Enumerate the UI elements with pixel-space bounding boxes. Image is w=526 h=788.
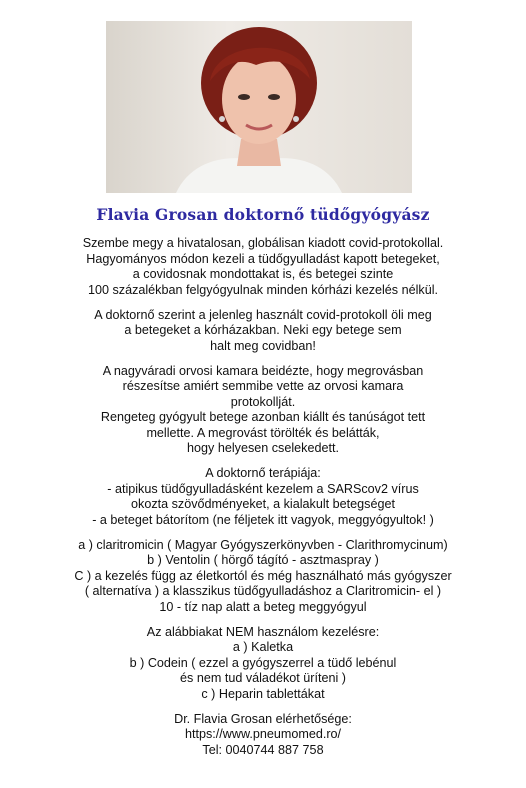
- text-line: A nagyváradi orvosi kamara beidézte, hogy megrovásban: [102, 363, 424, 378]
- text-line: és nem tud váladékot üríteni ): [180, 671, 346, 685]
- paragraph: [0, 308, 526, 355]
- text-line: A doktornő terápiája:: [205, 466, 321, 480]
- text-line: protokollját.: [230, 394, 296, 409]
- text-line: - atipikus tüdőgyulladásként kezelem a SARScov2 vírus: [107, 481, 419, 496]
- paragraph: [0, 466, 526, 528]
- text-line: - a beteget bátorítom (ne féljetek itt vagyok, meggyógyultok! ): [92, 512, 434, 527]
- portrait-illustration: [106, 21, 412, 193]
- text-line: Az alábbiakat NEM használom kezelésre:: [146, 624, 380, 639]
- text-line: okozta szövődményeket, a kialakult betegséget: [131, 497, 395, 511]
- text-line: Dr. Flavia Grosan elérhetősége:: [174, 711, 352, 726]
- text-line: C ) a kezelés függ az életkortól és még használható más gyógyszer: [74, 568, 452, 583]
- paragraph: [0, 625, 526, 703]
- text-line: c ) Heparin tablettákat: [201, 686, 325, 701]
- text-line: A doktornő szerint a jelenleg használt covid-protokoll öli meg: [94, 307, 432, 322]
- text-line: Hagyományos módon kezeli a tüdőgyulladást kapott betegeket,: [86, 251, 440, 266]
- text-line: https://www.pneumomed.ro/: [184, 727, 342, 741]
- text-line: halt meg covidban!: [210, 338, 316, 353]
- doctor-portrait-photo: [106, 21, 412, 193]
- text-line: b ) Codein ( ezzel a gyógyszerrel a tüdő lebénul: [129, 655, 397, 670]
- text-line: a betegeket a kórházakban. Neki egy betege sem: [124, 323, 402, 337]
- text-line: a covidosnak mondottakat is, és betegei szinte: [132, 267, 394, 281]
- article-body: [0, 236, 526, 768]
- paragraph: [0, 236, 526, 298]
- paragraph: [0, 364, 526, 457]
- text-line: 10 - tíz nap alatt a beteg meggyógyul: [159, 599, 367, 614]
- text-line: b ) Ventolin ( hörgő tágító - asztmaspray ): [147, 553, 379, 567]
- text-line: részesítse amiért semmibe vette az orvosi kamara: [122, 379, 404, 393]
- text-line: a ) claritromicin ( Magyar Gyógyszerkönyvben - Clarithromycinum): [78, 537, 448, 552]
- text-line: ( alternatíva ) a klasszikus tüdőgyulladáshoz a Claritromicin- el ): [84, 584, 442, 598]
- text-line: Szembe megy a hivatalosan, globálisan kiadott covid-protokollal.: [82, 236, 444, 250]
- text-line: Rengeteg gyógyult betege azonban kiállt és tanúságot tett: [100, 410, 426, 424]
- paragraph: [0, 538, 526, 616]
- text-line: a ) Kaletka: [232, 640, 294, 654]
- text-line: Tel: 0040744 887 758: [202, 742, 324, 757]
- paragraph: [0, 712, 526, 759]
- article-title: Flavia Grosan doktornő tüdőgyógyász: [96, 205, 430, 224]
- text-line: mellette. A megrovást törölték és belátták,: [146, 425, 380, 440]
- text-line: hogy helyesen cselekedett.: [187, 441, 339, 455]
- text-line: 100 százalékban felgyógyulnak minden kórházi kezelés nélkül.: [87, 282, 439, 297]
